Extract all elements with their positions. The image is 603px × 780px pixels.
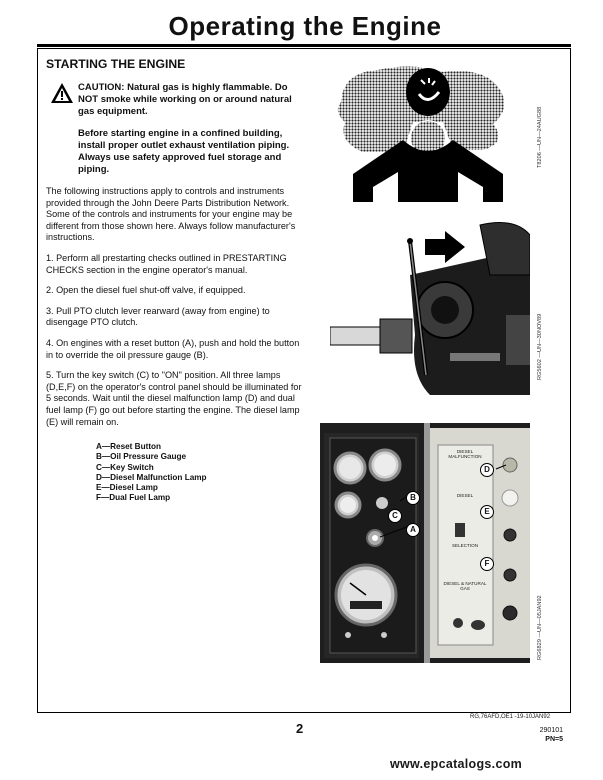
flammable-gas-illustration <box>333 62 523 202</box>
figure-2-code: RG5602 —UN—30NOV89 <box>537 313 543 380</box>
page-number: 2 <box>296 721 304 736</box>
step-3: 3. Pull PTO clutch lever rearward (away from engine) to disengage PTO clutch. <box>46 305 270 328</box>
callout-e: E <box>480 505 494 519</box>
caution-text-2: Before starting engine in a confined building, install proper outlet exhaust ventilation piping. Always use safety approved fuel storage and piping. <box>78 128 290 175</box>
reference-code: RG,76AFD,OE1 -19-10JAN92 <box>470 714 551 720</box>
no-smoking-hazard-icon <box>333 62 523 202</box>
title-rule <box>37 44 571 47</box>
footer-code-a: 290101 <box>539 727 563 734</box>
page-title: Operating the Engine <box>168 11 442 41</box>
intro-paragraph: The following instructions apply to controls and instruments provided through the John Deere Parts Distribution Network. Some of the controls and instruments for your engine may be different from those shown here. Always follow manufacturer's instructions. <box>46 186 296 243</box>
label-diesel-malfunction: DIESEL MALFUNCTION <box>448 449 482 459</box>
control-panel-drawing <box>320 423 530 663</box>
warning-triangle-icon <box>50 82 74 104</box>
step-4: 4. On engines with a reset button (A), push and hold the button in to override the oil pressure gauge (B). <box>46 337 300 360</box>
label-diesel-natural-gas: DIESEL & NATURAL GAS <box>443 581 487 591</box>
caution-text-1: CAUTION: Natural gas is highly flammable. Do NOT smoke while working on or around natural gas equipment. <box>78 82 292 117</box>
legend-item: C—Key Switch <box>96 462 154 472</box>
legend-item: B—Oil Pressure Gauge <box>96 452 187 462</box>
callout-b: B <box>406 491 420 505</box>
step-2: 2. Open the diesel fuel shut-off valve, if equipped. <box>46 285 246 296</box>
footer-code-b: PN=5 <box>545 736 563 743</box>
legend-item: E—Diesel Lamp <box>96 482 158 492</box>
figure-1-code: T8206 —UN—24AUG88 <box>537 106 543 168</box>
legend-item: A—Reset Button <box>96 442 162 452</box>
step-1: 1. Perform all prestarting checks outlined in PRESTARTING CHECKS section in the engine operator's manual. <box>46 252 287 275</box>
control-panel-photo <box>320 423 530 663</box>
callout-c: C <box>388 509 402 523</box>
step-5: 5. Turn the key switch (C) to "ON" position. All three lamps (D,E,F) on the operator's control panel should be illuminated for 5 seconds. Wait until the diesel malfunction lamp (D) and dual fuel lamp (F) go out before starting the engine. The diesel lamp (E) will remain on. <box>46 370 302 427</box>
callout-a: A <box>406 523 420 537</box>
callout-legend <box>46 442 308 503</box>
legend-item: D—Diesel Malfunction Lamp <box>96 472 207 482</box>
pto-clutch-illustration <box>330 215 530 395</box>
figure-3-code: RG6829 —UN—05JAN92 <box>537 595 543 660</box>
label-selection: SELECTION <box>451 543 479 548</box>
callout-f: F <box>480 557 494 571</box>
section-heading: STARTING THE ENGINE <box>46 57 186 71</box>
instructions-column <box>46 56 308 503</box>
label-diesel: DIESEL <box>456 493 474 498</box>
watermark: www.epcatalogs.com <box>390 757 523 771</box>
legend-item: F—Dual Fuel Lamp <box>96 493 171 503</box>
caution-block <box>46 82 308 176</box>
callout-d: D <box>480 463 494 477</box>
engine-pto-drawing <box>330 215 530 395</box>
